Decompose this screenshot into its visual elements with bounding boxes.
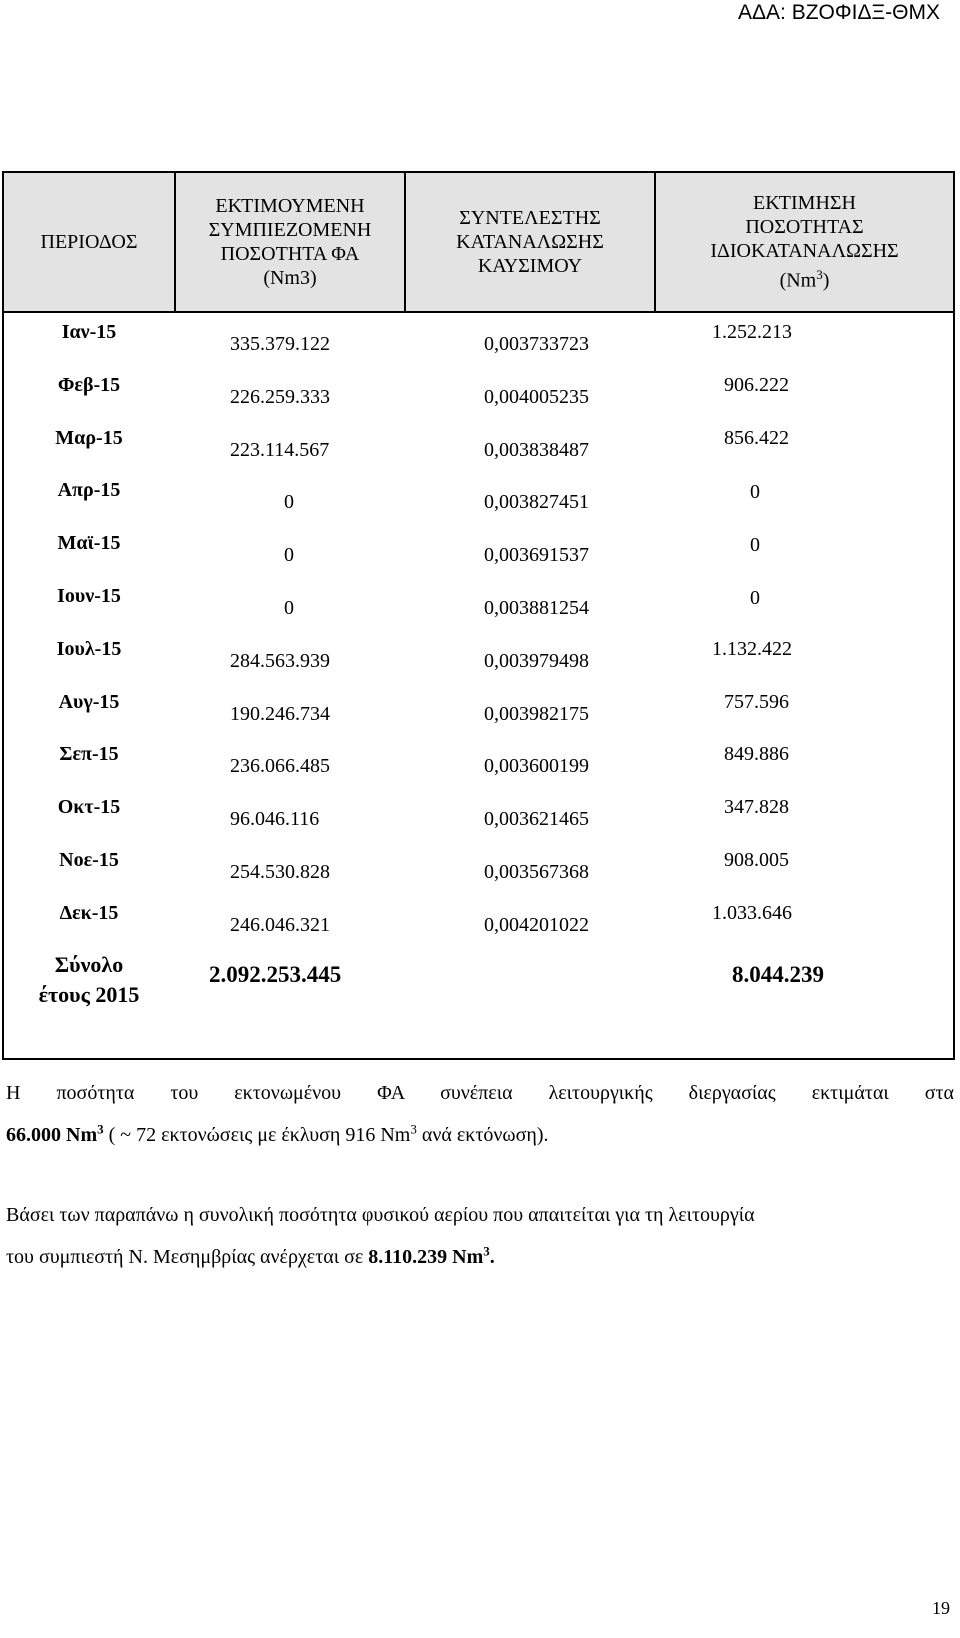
header-period: ΠΕΡΙΟΔΟΣ xyxy=(4,173,174,313)
cell-compressed: 246.046.321 xyxy=(230,913,330,936)
cell-period: Οκτ-15 xyxy=(57,796,121,819)
column-divider xyxy=(404,173,406,313)
cell-estimate: 1.252.213 xyxy=(712,321,792,343)
paragraph-line: Βάσει των παραπάνω η συνολική ποσότητα φυσικού αερίου που απαιτείται για τη λειτουργία xyxy=(6,1204,755,1226)
consumption-table xyxy=(2,171,955,1060)
paragraph-total-quantity xyxy=(6,1194,954,1278)
cell-factor: 0,003838487 xyxy=(484,438,589,461)
cell-compressed: 335.379.122 xyxy=(230,333,330,355)
cell-period: Απρ-15 xyxy=(57,479,121,502)
cell-factor: 0,003881254 xyxy=(484,597,589,619)
cell-estimate: 347.828 xyxy=(724,796,789,819)
cell-compressed: 190.246.734 xyxy=(230,702,330,725)
cell-period: Σεπ-15 xyxy=(59,743,119,766)
cell-estimate: 0 xyxy=(750,534,760,557)
table-row xyxy=(4,473,953,529)
cell-factor: 0,003979498 xyxy=(484,649,589,672)
paragraph-vented-gas xyxy=(6,1072,954,1156)
cell-compressed: 223.114.567 xyxy=(230,438,330,461)
cell-factor: 0,003600199 xyxy=(484,755,589,778)
column-divider xyxy=(654,173,656,313)
table-row xyxy=(4,315,953,371)
cell-estimate: 849.886 xyxy=(724,743,789,766)
cell-factor: 0,004201022 xyxy=(484,913,589,936)
table-row xyxy=(4,526,953,582)
cell-factor: 0,003621465 xyxy=(484,808,589,831)
cell-estimate: 1.132.422 xyxy=(712,637,792,660)
cell-period: Αυγ-15 xyxy=(58,690,120,713)
table-row xyxy=(4,368,953,424)
header-consumption-factor: ΣΥΝΤΕΛΕΣΤΗΣ ΚΑΤΑΝΑΛΩΣΗΣ ΚΑΥΣΙΜΟΥ xyxy=(406,173,654,313)
cell-compressed: 236.066.485 xyxy=(230,755,330,778)
cell-compressed: 284.563.939 xyxy=(230,649,330,672)
cell-estimate: 0 xyxy=(750,587,760,609)
table-row xyxy=(4,737,953,793)
cell-period: Φεβ-15 xyxy=(57,373,121,396)
cell-period: Ιουν-15 xyxy=(57,585,121,607)
cell-compressed: 0 xyxy=(284,597,294,619)
paragraph-line: 66.000 Nm$^3$ ( ~ 72 εκτονώσεις με έκλυση 916 Nm$^3$ ανά εκτόνωση). xyxy=(6,1121,549,1146)
document-reference-code: ΑΔΑ: ΒΖΟΦΙΔΞ-ΘΜΧ xyxy=(738,1,940,24)
table-row xyxy=(4,843,953,899)
cell-compressed: 0 xyxy=(284,491,294,514)
table-row xyxy=(4,632,953,688)
page-number: 19 xyxy=(932,1598,950,1618)
header-unit: (Nm$^3$) xyxy=(779,267,830,292)
table-row xyxy=(4,790,953,846)
cell-estimate: 0 xyxy=(750,481,760,504)
header-compressed-quantity: ΕΚΤΙΜΟΥΜΕΝΗ ΣΥΜΠΙΕΖΟΜΕΝΗ ΠΟΣΟΤΗΤΑ ΦΑ (Nm3) xyxy=(176,173,404,313)
cell-estimate: 908.005 xyxy=(724,849,789,871)
total-compressed: 2.092.253.445 xyxy=(209,962,342,987)
cell-compressed: 226.259.333 xyxy=(230,385,330,408)
cell-factor: 0,003567368 xyxy=(484,861,589,883)
paragraph-line: του συμπιεστή Ν. Μεσημβρίας ανέρχεται σε 8.110.239 Nm$^3$. xyxy=(6,1243,495,1268)
cell-estimate: 757.596 xyxy=(724,690,789,713)
cell-period: Μαϊ-15 xyxy=(57,532,121,555)
cell-estimate: 1.033.646 xyxy=(712,901,792,924)
cell-factor: 0,003827451 xyxy=(484,491,589,514)
cell-period: Νοε-15 xyxy=(59,849,119,871)
cell-factor: 0,003982175 xyxy=(484,702,589,725)
cell-compressed: 254.530.828 xyxy=(230,861,330,883)
column-divider xyxy=(174,173,176,313)
cell-compressed: 96.046.116 xyxy=(230,808,320,831)
cell-estimate: 856.422 xyxy=(724,426,789,449)
table-row xyxy=(4,896,953,952)
cell-period: Δεκ-15 xyxy=(59,901,119,924)
cell-factor: 0,004005235 xyxy=(484,385,589,408)
total-estimate: 8.044.239 xyxy=(732,962,824,987)
header-self-consumption-estimate: ΕΚΤΙΜΗΣΗ ΠΟΣΟΤΗΤΑΣ ΙΔΙΟΚΑΤΑΝΑΛΩΣΗΣ (Nm$^3$) xyxy=(656,173,953,313)
table-row xyxy=(4,579,953,635)
cell-factor: 0,003733723 xyxy=(484,333,589,355)
cell-period: Ιουλ-15 xyxy=(56,637,122,660)
paragraph-line: Η ποσότητα του εκτονωμένου ΦΑ συνέπεια λειτουργικής διεργασίας εκτιμάται στα xyxy=(6,1082,954,1104)
cell-estimate: 906.222 xyxy=(724,373,789,396)
cell-period: Μαρ-15 xyxy=(55,426,123,449)
cell-factor: 0,003691537 xyxy=(484,544,589,567)
total-row xyxy=(4,948,953,1038)
total-label: Σύνολο έτους 2015 xyxy=(38,952,140,1007)
table-row xyxy=(4,685,953,741)
table-row xyxy=(4,421,953,477)
cell-compressed: 0 xyxy=(284,544,294,567)
cell-period: Ιαν-15 xyxy=(61,321,117,343)
